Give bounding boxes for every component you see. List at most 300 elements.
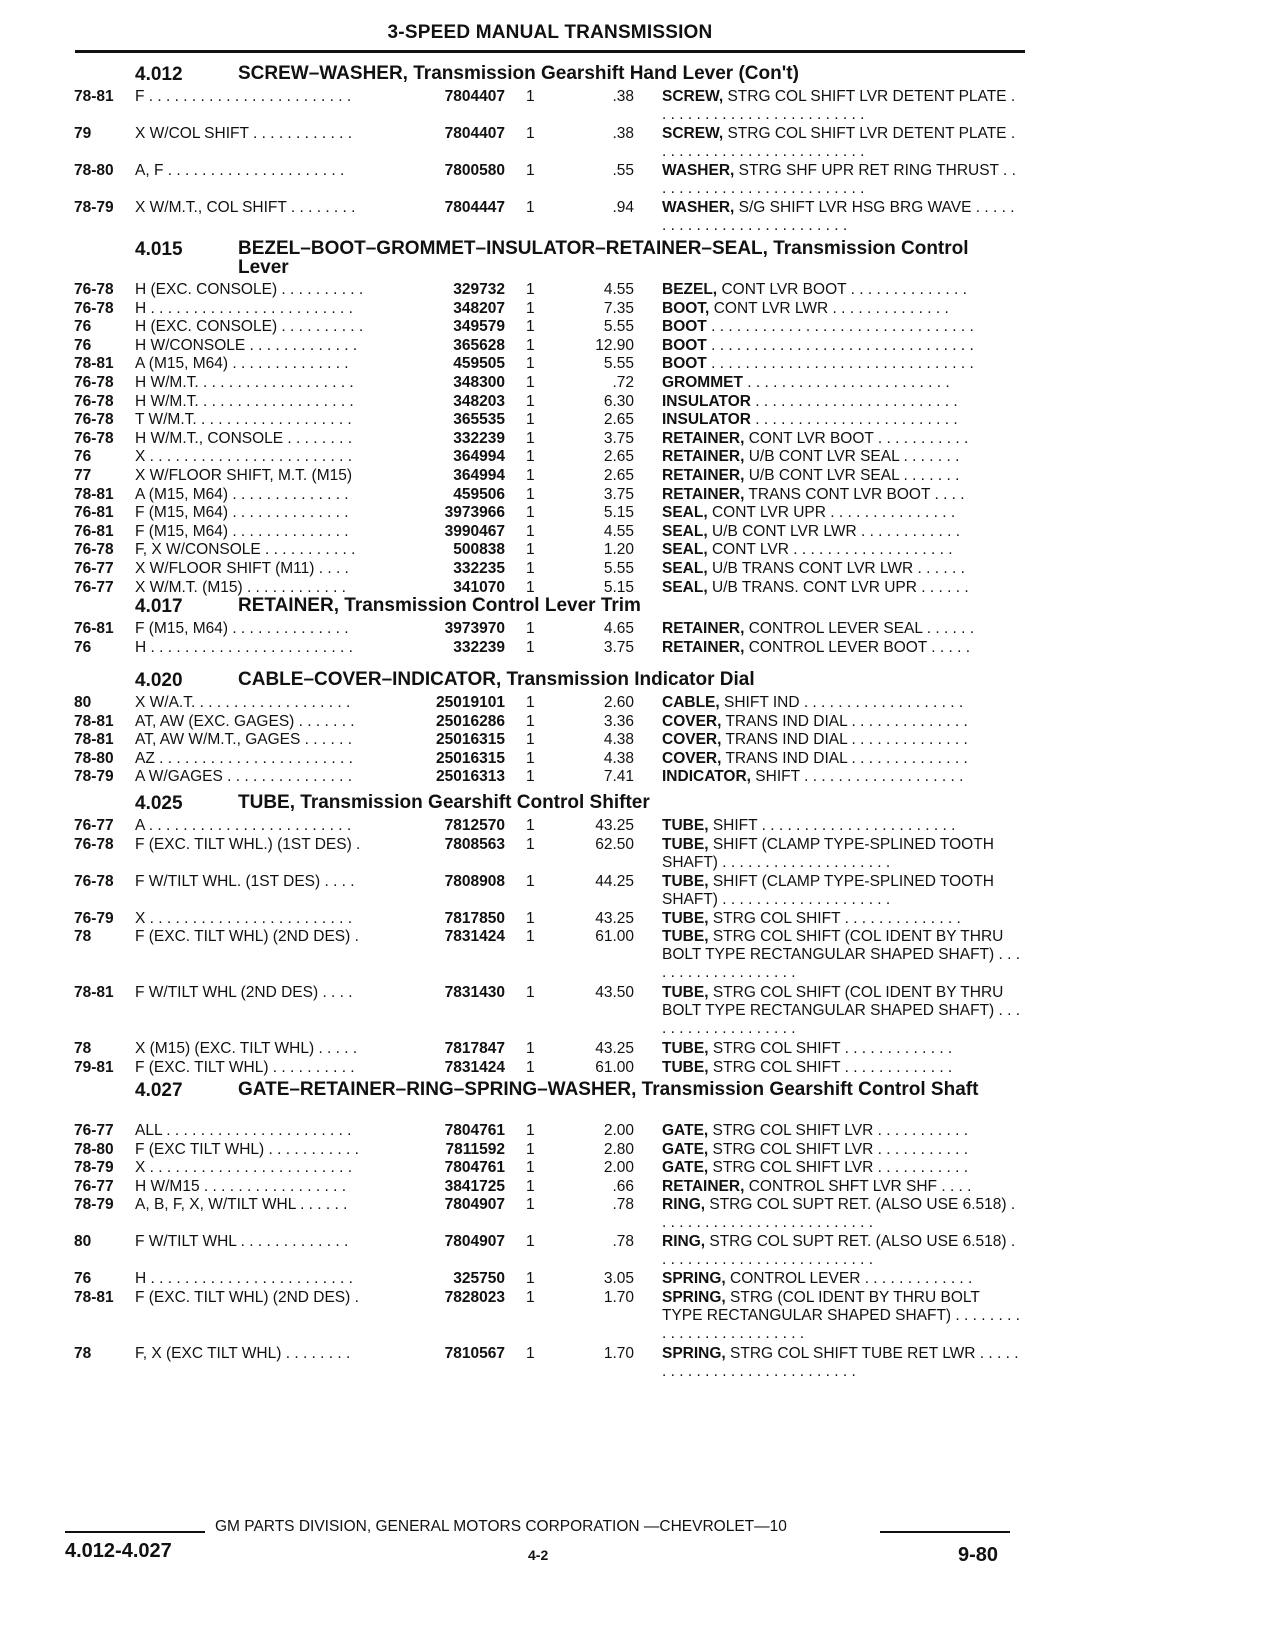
- part-description: TRANS CONT LVR BOOT . . . .: [748, 485, 965, 503]
- part-description: U/B TRANS. CONT LVR UPR . . . . . .: [711, 578, 969, 596]
- quantity-cell: 1: [526, 485, 535, 503]
- section: [0, 596, 1280, 657]
- model-cell: F (M15, M64) . . . . . . . . . . . . . .: [135, 620, 349, 637]
- part-row: [0, 1141, 1280, 1160]
- part-description: TRANS IND DIAL . . . . . . . . . . . . . .: [725, 712, 968, 730]
- quantity-cell: 1: [526, 835, 535, 853]
- year-cell: 76-78: [74, 392, 114, 410]
- price-cell: 5.55: [603, 318, 634, 336]
- part-name: BOOT,: [662, 299, 710, 317]
- part-name: SPRING,: [662, 1344, 726, 1362]
- model-cell: F (EXC. TILT WHL.) (1ST DES) .: [135, 835, 361, 853]
- price-cell: 3.05: [603, 1270, 634, 1288]
- part-number-cell: 7817847: [444, 1040, 505, 1058]
- part-number-cell: 7804407: [444, 125, 505, 142]
- price-cell: .72: [612, 373, 634, 391]
- quantity-cell: 1: [526, 373, 535, 391]
- part-name: TUBE,: [662, 817, 709, 834]
- section-title-parts: CABLE–COVER–INDICATOR,: [238, 669, 502, 690]
- quantity-cell: 1: [526, 817, 535, 834]
- year-cell: 76: [74, 638, 92, 656]
- section: [0, 239, 1280, 597]
- price-cell: 44.25: [595, 872, 634, 890]
- part-row: [0, 836, 1280, 873]
- part-row: [0, 504, 1280, 523]
- part-description: SHIFT . . . . . . . . . . . . . . . . . . .: [755, 768, 964, 786]
- part-row: [0, 713, 1280, 732]
- model-cell: F, X W/CONSOLE . . . . . . . . . . .: [135, 541, 356, 559]
- part-description: S/G SHIFT LVR HSG BRG WAVE . . . . . . . . . . . . . . . . . . . . . . . . . . .: [662, 199, 1015, 234]
- description-cell: [662, 817, 1020, 835]
- part-number-cell: 7828023: [444, 1288, 505, 1306]
- part-description: U/B CONT LVR SEAL . . . . . . .: [748, 466, 960, 484]
- model-cell: A, B, F, X, W/TILT WHL . . . . . .: [135, 1196, 348, 1214]
- model-cell: AT, AW (EXC. GAGES) . . . . . . .: [135, 712, 355, 730]
- description-cell: [662, 1122, 1020, 1140]
- part-name: COVER,: [662, 731, 722, 749]
- part-number-cell: 7831424: [444, 928, 505, 946]
- model-cell: A (M15, M64) . . . . . . . . . . . . . .: [135, 485, 349, 503]
- part-row: [0, 639, 1280, 658]
- quantity-cell: 1: [526, 411, 535, 429]
- description-cell: [662, 768, 1020, 786]
- quantity-cell: 1: [526, 872, 535, 890]
- part-description: CONTROL LEVER SEAL . . . . . .: [748, 620, 975, 637]
- section-heading: [0, 596, 1280, 620]
- part-number-cell: 7810567: [444, 1344, 505, 1362]
- model-cell: X W/FLOOR SHIFT (M11) . . . .: [135, 559, 349, 577]
- quantity-cell: 1: [526, 1233, 535, 1251]
- part-row: [0, 300, 1280, 319]
- part-description: CONTROL LEVER BOOT . . . . .: [748, 638, 971, 656]
- price-cell: 6.30: [603, 392, 634, 410]
- price-cell: 1.70: [603, 1344, 634, 1362]
- part-description: CONTROL LEVER . . . . . . . . . . . . .: [730, 1270, 973, 1288]
- part-name: RETAINER,: [662, 1177, 745, 1195]
- quantity-cell: 1: [526, 1140, 535, 1158]
- part-row: [0, 750, 1280, 769]
- year-cell: 76-78: [74, 835, 114, 853]
- part-description: STRG COL SHIFT LVR . . . . . . . . . . .: [712, 1122, 969, 1139]
- description-cell: [662, 199, 1020, 235]
- model-cell: F (EXC. TILT WHL) . . . . . . . . . .: [135, 1058, 355, 1076]
- price-cell: 61.00: [595, 1058, 634, 1076]
- year-cell: 78-80: [74, 1140, 114, 1158]
- description-cell: [662, 411, 1020, 429]
- year-cell: 77: [74, 466, 92, 484]
- part-description: CONT LVR BOOT . . . . . . . . . . . . . .: [721, 281, 967, 298]
- part-name: BOOT: [662, 355, 707, 373]
- footer-rule-left: [65, 1531, 205, 1533]
- model-cell: AZ . . . . . . . . . . . . . . . . . . . . . . .: [135, 749, 353, 767]
- price-cell: 7.35: [603, 299, 634, 317]
- part-number-cell: 3990467: [444, 522, 505, 540]
- model-cell: X W/FLOOR SHIFT, M.T. (M15): [135, 466, 353, 484]
- year-cell: 76-77: [74, 578, 114, 596]
- part-name: TUBE,: [662, 872, 709, 890]
- part-description: SHIFT (CLAMP TYPE-SPLINED TOOTH SHAFT) . . . . . . . . . . . . . . . . . . . .: [662, 835, 994, 871]
- part-number-cell: 7800580: [444, 162, 505, 179]
- part-description: STRG COL SHIFT LVR DETENT PLATE . . . . . . . . . . . . . . . . . . . . . . . . .: [662, 125, 1016, 160]
- description-cell: [662, 318, 1020, 336]
- price-cell: 4.55: [603, 281, 634, 298]
- part-name: GATE,: [662, 1159, 709, 1177]
- part-name: RETAINER,: [662, 466, 745, 484]
- price-cell: 2.60: [603, 694, 634, 711]
- quantity-cell: 1: [526, 466, 535, 484]
- year-cell: 78-79: [74, 1196, 114, 1214]
- quantity-cell: 1: [526, 1196, 535, 1214]
- part-description: STRG COL SHIFT . . . . . . . . . . . . .: [712, 1040, 953, 1058]
- part-number-cell: 7831424: [444, 1058, 505, 1076]
- part-description: STRG COL SHIFT TUBE RET LWR . . . . . . . . . . . . . . . . . . . . . . . . . . . .: [662, 1344, 1019, 1380]
- quantity-cell: 1: [526, 299, 535, 317]
- part-name: SCREW,: [662, 125, 724, 142]
- part-name: TUBE,: [662, 1058, 709, 1076]
- part-number-cell: 7804447: [444, 199, 505, 216]
- part-number-cell: 7804407: [444, 88, 505, 105]
- part-description: SHIFT IND . . . . . . . . . . . . . . . . . . .: [724, 694, 964, 711]
- part-number-cell: 365535: [453, 411, 505, 429]
- part-name: TUBE,: [662, 835, 709, 853]
- part-row: [0, 355, 1280, 374]
- quantity-cell: 1: [526, 448, 535, 466]
- part-row: [0, 281, 1280, 300]
- footer-page-number: 4-2: [528, 1547, 549, 1563]
- price-cell: 43.25: [595, 817, 634, 834]
- section-heading: [0, 1080, 1280, 1122]
- part-name: SEAL,: [662, 504, 708, 522]
- price-cell: 1.70: [603, 1288, 634, 1306]
- model-cell: F (EXC. TILT WHL) (2ND DES) .: [135, 1288, 359, 1306]
- part-number-cell: 332239: [453, 429, 505, 447]
- model-cell: H . . . . . . . . . . . . . . . . . . . . . . . .: [135, 1270, 353, 1288]
- part-row: [0, 88, 1280, 125]
- part-number-cell: 348300: [453, 373, 505, 391]
- part-name: BEZEL,: [662, 281, 718, 298]
- year-cell: 76-78: [74, 373, 114, 391]
- part-description: STRG COL SHIFT LVR . . . . . . . . . . .: [712, 1140, 969, 1158]
- part-number-cell: 7804761: [444, 1122, 505, 1139]
- part-name: RETAINER,: [662, 429, 745, 447]
- quantity-cell: 1: [526, 1288, 535, 1306]
- part-name: SEAL,: [662, 541, 708, 559]
- part-row: [0, 1270, 1280, 1289]
- description-cell: [662, 873, 1020, 909]
- part-row: [0, 486, 1280, 505]
- part-number-cell: 25016315: [436, 749, 505, 767]
- model-cell: X . . . . . . . . . . . . . . . . . . . . . . . .: [135, 1159, 353, 1177]
- price-cell: 12.90: [595, 336, 634, 354]
- part-description: U/B CONT LVR LWR . . . . . . . . . . . .: [711, 522, 961, 540]
- section: [0, 64, 1280, 236]
- part-row: [0, 873, 1280, 910]
- part-number-cell: 329732: [453, 281, 505, 298]
- price-cell: .78: [612, 1233, 634, 1251]
- description-cell: [662, 750, 1020, 768]
- section-number: 4.027: [135, 1080, 183, 1101]
- price-cell: .66: [612, 1177, 634, 1195]
- part-number-cell: 7808908: [444, 872, 505, 890]
- year-cell: 76-77: [74, 1122, 114, 1139]
- price-cell: 3.75: [603, 485, 634, 503]
- quantity-cell: 1: [526, 355, 535, 373]
- part-description: CONT LVR BOOT . . . . . . . . . . .: [748, 429, 969, 447]
- description-cell: [662, 486, 1020, 504]
- description-cell: [662, 579, 1020, 597]
- quantity-cell: 1: [526, 392, 535, 410]
- part-row: [0, 430, 1280, 449]
- price-cell: 4.65: [603, 620, 634, 637]
- part-row: [0, 541, 1280, 560]
- model-cell: H (EXC. CONSOLE) . . . . . . . . . .: [135, 318, 364, 336]
- description-cell: [662, 281, 1020, 299]
- part-row: [0, 910, 1280, 929]
- footer-section-range: 4.012-4.027: [65, 1540, 172, 1562]
- part-number-cell: 325750: [453, 1270, 505, 1288]
- part-description: STRG (COL IDENT BY THRU BOLT TYPE RECTANGULAR SHAPED SHAFT) . . . . . . . . . . . . . . . . . . . . . . . . .: [662, 1288, 1020, 1342]
- section-heading: [0, 793, 1280, 817]
- model-cell: H W/M.T. . . . . . . . . . . . . . . . . . .: [135, 392, 354, 410]
- price-cell: 43.25: [595, 909, 634, 927]
- part-number-cell: 25016315: [436, 731, 505, 749]
- year-cell: 78-79: [74, 199, 114, 216]
- part-number-cell: 459506: [453, 485, 505, 503]
- part-name: COVER,: [662, 712, 722, 730]
- part-number-cell: 7804907: [444, 1233, 505, 1251]
- part-name: SEAL,: [662, 559, 708, 577]
- year-cell: 76-78: [74, 299, 114, 317]
- part-row: [0, 620, 1280, 639]
- part-row: [0, 199, 1280, 236]
- quantity-cell: 1: [526, 1040, 535, 1058]
- part-number-cell: 332235: [453, 559, 505, 577]
- model-cell: H W/M.T. . . . . . . . . . . . . . . . . . .: [135, 373, 354, 391]
- footer-publisher: GM PARTS DIVISION, GENERAL MOTORS CORPORATION —CHEVROLET—10: [215, 1518, 787, 1535]
- part-name: RETAINER,: [662, 638, 745, 656]
- section-title-subject: Transmission Gearshift Control Shifter: [300, 792, 650, 813]
- part-name: TUBE,: [662, 909, 709, 927]
- part-row: [0, 560, 1280, 579]
- part-number-cell: 348203: [453, 392, 505, 410]
- part-name: CABLE,: [662, 694, 720, 711]
- description-cell: [662, 1289, 1020, 1343]
- part-row: [0, 523, 1280, 542]
- price-cell: 61.00: [595, 928, 634, 946]
- part-name: WASHER,: [662, 162, 735, 179]
- description-cell: [662, 337, 1020, 355]
- part-name: SEAL,: [662, 522, 708, 540]
- section-title: [238, 670, 1018, 689]
- year-cell: 78-81: [74, 88, 114, 105]
- part-number-cell: 3973970: [444, 620, 505, 637]
- section-number: 4.015: [135, 239, 183, 260]
- quantity-cell: 1: [526, 1122, 535, 1139]
- year-cell: 78-80: [74, 749, 114, 767]
- part-description: STRG SHF UPR RET RING THRUST . . . . . . . . . . . . . . . . . . . . . . . . . .: [662, 162, 1016, 197]
- section-title-parts: RETAINER,: [238, 595, 339, 616]
- part-name: SPRING,: [662, 1288, 726, 1306]
- part-number-cell: 3973966: [444, 504, 505, 522]
- part-name: BOOT: [662, 336, 707, 354]
- model-cell: F, X (EXC TILT WHL) . . . . . . . .: [135, 1344, 351, 1362]
- price-cell: .38: [612, 88, 634, 105]
- part-row: [0, 125, 1280, 162]
- year-cell: 76-77: [74, 559, 114, 577]
- description-cell: [662, 430, 1020, 448]
- quantity-cell: 1: [526, 749, 535, 767]
- part-name: SEAL,: [662, 578, 708, 596]
- price-cell: 62.50: [595, 835, 634, 853]
- quantity-cell: 1: [526, 731, 535, 749]
- year-cell: 76: [74, 1270, 92, 1288]
- part-description: . . . . . . . . . . . . . . . . . . . . . . . . . . . . . . .: [711, 336, 974, 354]
- part-description: CONTROL SHFT LVR SHF . . . .: [748, 1177, 972, 1195]
- year-cell: 78-81: [74, 355, 114, 373]
- part-row: [0, 1289, 1280, 1345]
- model-cell: A W/GAGES . . . . . . . . . . . . . . .: [135, 768, 353, 786]
- quantity-cell: 1: [526, 909, 535, 927]
- part-description: . . . . . . . . . . . . . . . . . . . . . . . .: [755, 411, 958, 429]
- quantity-cell: 1: [526, 429, 535, 447]
- description-cell: [662, 88, 1020, 124]
- section-title-subject: Transmission Gearshift Hand Lever (Con't): [413, 63, 799, 84]
- section-title-subject: Transmission Control Lever Trim: [344, 595, 641, 616]
- part-number-cell: 364994: [453, 466, 505, 484]
- part-number-cell: 7804907: [444, 1196, 505, 1214]
- quantity-cell: 1: [526, 318, 535, 336]
- quantity-cell: 1: [526, 694, 535, 711]
- price-cell: 7.41: [603, 768, 634, 786]
- quantity-cell: 1: [526, 88, 535, 105]
- description-cell: [662, 1159, 1020, 1177]
- model-cell: F W/TILT WHL . . . . . . . . . . . . .: [135, 1233, 349, 1251]
- description-cell: [662, 1196, 1020, 1232]
- year-cell: 76-81: [74, 620, 114, 637]
- quantity-cell: 1: [526, 541, 535, 559]
- quantity-cell: 1: [526, 522, 535, 540]
- part-description: STRG COL SHIFT . . . . . . . . . . . . . .: [712, 909, 961, 927]
- quantity-cell: 1: [526, 504, 535, 522]
- part-name: INDICATOR,: [662, 768, 751, 786]
- model-cell: H (EXC. CONSOLE) . . . . . . . . . .: [135, 281, 364, 298]
- year-cell: 76-81: [74, 522, 114, 540]
- description-cell: [662, 448, 1020, 466]
- part-name: COVER,: [662, 749, 722, 767]
- description-cell: [662, 125, 1020, 161]
- description-cell: [662, 694, 1020, 712]
- description-cell: [662, 620, 1020, 638]
- price-cell: 2.65: [603, 411, 634, 429]
- part-name: TUBE,: [662, 928, 709, 946]
- year-cell: 78: [74, 928, 92, 946]
- section: [0, 670, 1280, 787]
- quantity-cell: 1: [526, 1177, 535, 1195]
- year-cell: 76-78: [74, 429, 114, 447]
- model-cell: F (M15, M64) . . . . . . . . . . . . . .: [135, 522, 349, 540]
- part-number-cell: 348207: [453, 299, 505, 317]
- part-description: SHIFT (CLAMP TYPE-SPLINED TOOTH SHAFT) . . . . . . . . . . . . . . . . . . . .: [662, 872, 994, 908]
- part-number-cell: 25019101: [436, 694, 505, 711]
- year-cell: 76-77: [74, 1177, 114, 1195]
- description-cell: [662, 393, 1020, 411]
- part-row: [0, 467, 1280, 486]
- section-title-parts: TUBE,: [238, 792, 295, 813]
- quantity-cell: 1: [526, 199, 535, 216]
- price-cell: 2.65: [603, 448, 634, 466]
- part-description: . . . . . . . . . . . . . . . . . . . . . . . .: [755, 392, 958, 410]
- part-row: [0, 374, 1280, 393]
- year-cell: 78-81: [74, 984, 114, 1002]
- model-cell: H W/M.T., CONSOLE . . . . . . . .: [135, 429, 353, 447]
- part-number-cell: 25016313: [436, 768, 505, 786]
- description-cell: [662, 300, 1020, 318]
- description-cell: [662, 1345, 1020, 1381]
- price-cell: .55: [612, 162, 634, 179]
- section-title-parts: SCREW–WASHER,: [238, 63, 408, 84]
- part-name: INSULATOR: [662, 392, 751, 410]
- part-number-cell: 7804761: [444, 1159, 505, 1177]
- part-name: GATE,: [662, 1140, 709, 1158]
- description-cell: [662, 560, 1020, 578]
- part-name: BOOT: [662, 318, 707, 336]
- part-row: [0, 1233, 1280, 1270]
- description-cell: [662, 1233, 1020, 1269]
- quantity-cell: 1: [526, 1159, 535, 1177]
- part-row: [0, 1196, 1280, 1233]
- year-cell: 78: [74, 1344, 92, 1362]
- section-number: 4.017: [135, 596, 183, 617]
- part-row: [0, 768, 1280, 787]
- model-cell: F (M15, M64) . . . . . . . . . . . . . .: [135, 504, 349, 522]
- section: [0, 1080, 1280, 1382]
- part-number-cell: 500838: [453, 541, 505, 559]
- part-number-cell: 7831430: [444, 984, 505, 1002]
- quantity-cell: 1: [526, 1344, 535, 1362]
- quantity-cell: 1: [526, 578, 535, 596]
- part-description: U/B TRANS CONT LVR LWR . . . . . .: [711, 559, 965, 577]
- part-number-cell: 365628: [453, 336, 505, 354]
- page-title: 3-SPEED MANUAL TRANSMISSION: [387, 22, 713, 43]
- part-row: [0, 731, 1280, 750]
- price-cell: 1.20: [603, 541, 634, 559]
- description-cell: [662, 836, 1020, 872]
- description-cell: [662, 713, 1020, 731]
- section-title-subject: Transmission Indicator Dial: [506, 669, 755, 690]
- year-cell: 78-81: [74, 485, 114, 503]
- year-cell: 78-80: [74, 162, 114, 179]
- quantity-cell: 1: [526, 1058, 535, 1076]
- model-cell: X W/COL SHIFT . . . . . . . . . . . .: [135, 125, 353, 142]
- price-cell: 4.38: [603, 731, 634, 749]
- part-row: [0, 1059, 1280, 1078]
- quantity-cell: 1: [526, 712, 535, 730]
- model-cell: F W/TILT WHL (2ND DES) . . . .: [135, 984, 353, 1002]
- model-cell: X (M15) (EXC. TILT WHL) . . . . .: [135, 1040, 358, 1058]
- title-rule: [75, 50, 1025, 53]
- description-cell: [662, 1059, 1020, 1077]
- year-cell: 78-79: [74, 768, 114, 786]
- quantity-cell: 1: [526, 620, 535, 637]
- part-name: SPRING,: [662, 1270, 726, 1288]
- part-number-cell: 459505: [453, 355, 505, 373]
- section-title-parts: GATE–RETAINER–RING–SPRING–WASHER,: [238, 1079, 637, 1100]
- description-cell: [662, 1040, 1020, 1058]
- price-cell: 4.55: [603, 522, 634, 540]
- quantity-cell: 1: [526, 928, 535, 946]
- year-cell: 76: [74, 318, 92, 336]
- price-cell: 5.55: [603, 355, 634, 373]
